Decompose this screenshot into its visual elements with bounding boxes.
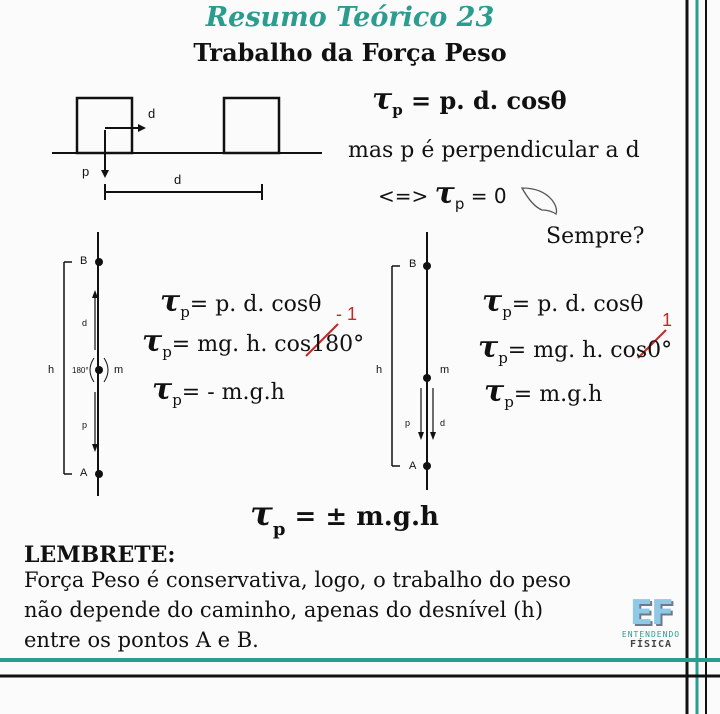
right-eq-2: $\tau_p=$ mg. h. cos0° xyxy=(478,330,673,367)
right-eq-1: $\tau_p= p$. d. cosθ xyxy=(482,284,644,321)
result-formula: $\tau_p$ = ± m.g.h xyxy=(250,494,439,540)
left-height-h: h xyxy=(48,364,55,376)
left-cos-value-note: - 1 xyxy=(336,304,358,324)
vector-d-label-box: d xyxy=(148,106,156,121)
page-title: Resumo Teórico 23 xyxy=(205,2,495,33)
left-vector-p: p xyxy=(82,420,88,430)
reminder-heading: LEMBRETE: xyxy=(24,542,176,568)
reminder-line-2: não depende do caminho, apenas do desnível (h) xyxy=(24,598,544,622)
left-point-A: A xyxy=(80,467,88,479)
right-point-A: A xyxy=(409,460,417,472)
left-angle-label: 180° xyxy=(72,366,89,375)
right-point-B: B xyxy=(409,258,417,270)
right-vertical-diagram xyxy=(392,232,436,490)
vector-d-label-displacement: d xyxy=(174,172,182,187)
left-eq-3: $\tau_p= - m.g.h$ xyxy=(152,372,285,409)
logo-mark: EF xyxy=(629,593,673,633)
zero-work-formula: <=> $\tau_p = 0$ xyxy=(378,176,507,213)
right-vector-p: p xyxy=(405,418,411,428)
question-always: Sempre? xyxy=(546,224,645,249)
left-vector-d: d xyxy=(82,318,88,328)
page-subtitle: Trabalho da Força Peso xyxy=(193,38,507,67)
right-eq-3: $\tau_p= m.g.h$ xyxy=(484,374,603,411)
brand-logo xyxy=(616,593,686,650)
right-vector-d: d xyxy=(440,418,446,428)
right-height-h: h xyxy=(376,364,383,376)
pointing-arrow-icon xyxy=(522,188,557,214)
horizontal-motion-diagram xyxy=(52,98,322,200)
left-mass-m: m xyxy=(114,364,124,376)
work-formula-general: $\tau_p = p$. d. cosθ xyxy=(372,82,567,119)
left-eq-2: $\tau_p=$ mg. h. cos180° xyxy=(142,324,365,361)
reminder-line-1: Força Peso é conservativa, logo, o trabalho do peso xyxy=(24,568,572,592)
reminder-line-3: entre os pontos A e B. xyxy=(24,628,259,652)
vector-p-label: p xyxy=(82,164,90,179)
left-eq-1: $\tau_p= p$. d. cosθ xyxy=(160,284,322,321)
logo-line-1: ENTENDENDO xyxy=(621,630,681,639)
logo-line-2: FÍSICA xyxy=(629,639,673,650)
left-point-B: B xyxy=(80,255,88,267)
left-vertical-diagram xyxy=(64,232,108,496)
right-cos-value-note: 1 xyxy=(662,310,673,330)
right-mass-m: m xyxy=(440,364,450,376)
perpendicular-note: mas p é perpendicular a d xyxy=(348,138,640,163)
